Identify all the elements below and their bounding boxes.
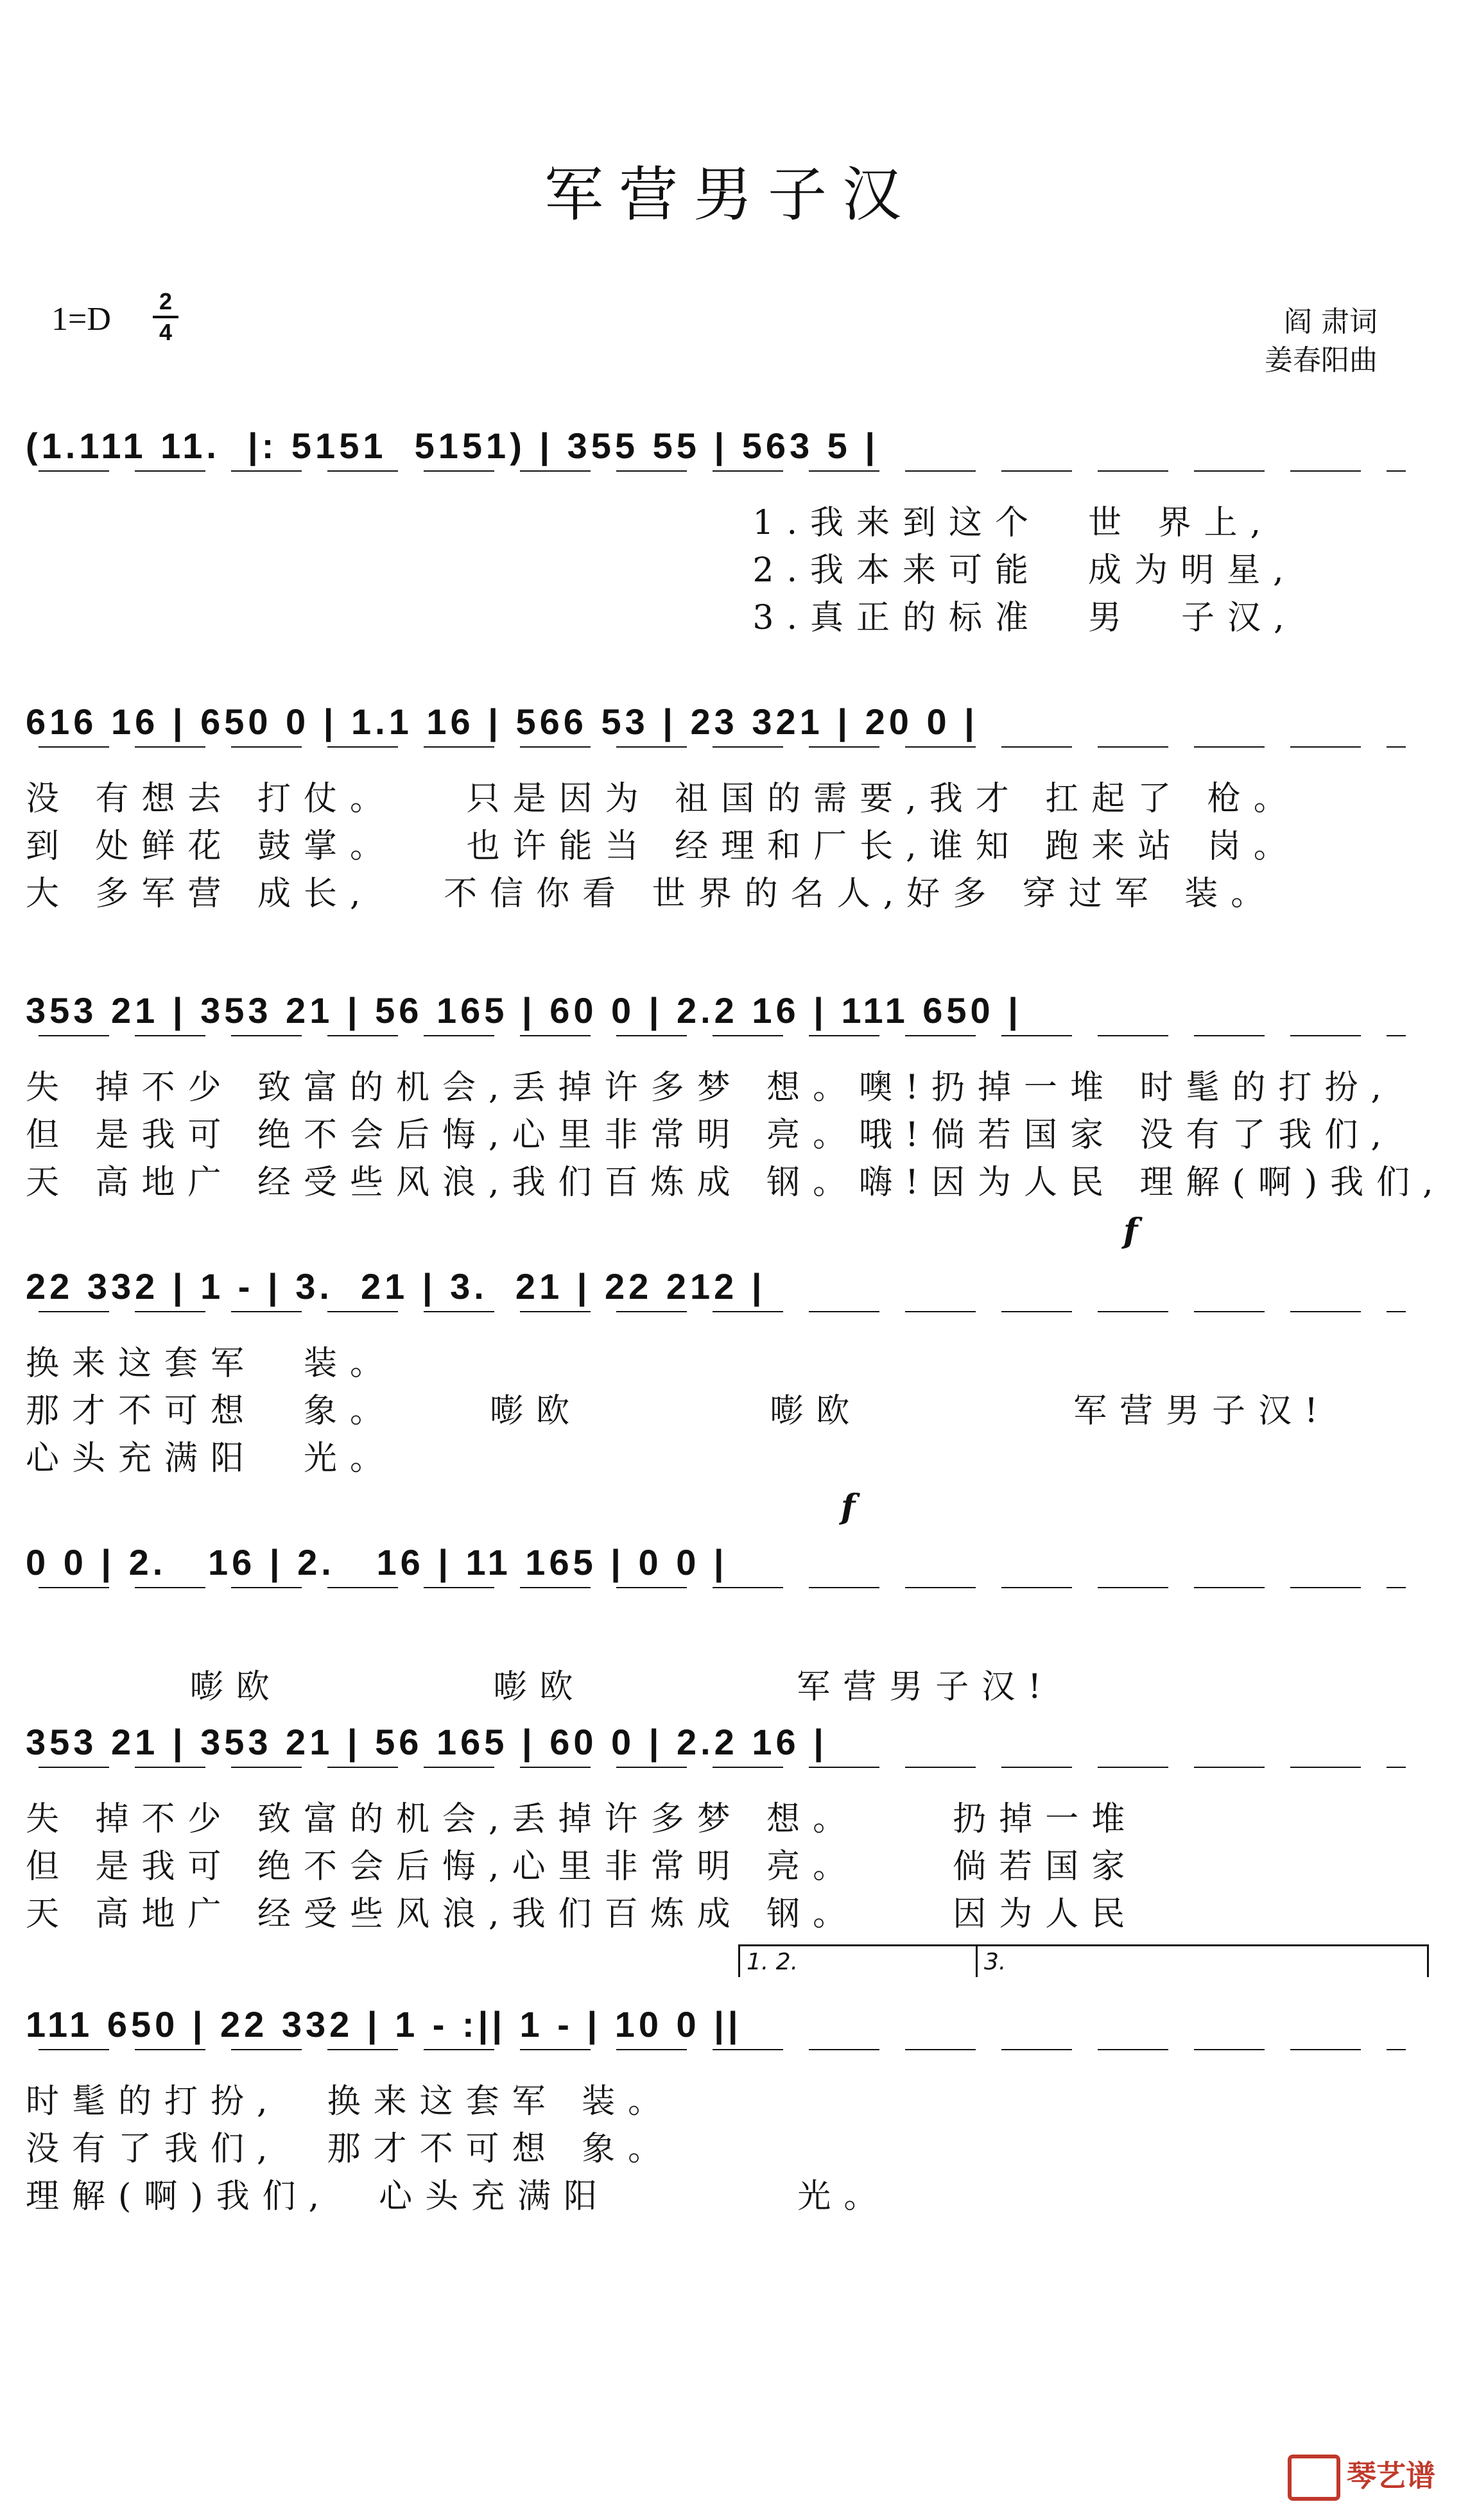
notation-line: 111 650 | 22 332 | 1 - :|| 1 - | 10 0 || — [26, 2004, 742, 2044]
notation-line: 0 0 | 2. 16 | 2. 16 | 11 165 | 0 0 | — [26, 1542, 728, 1582]
credits — [1265, 303, 1378, 380]
beam-lines — [26, 1707, 1435, 1790]
meter-top: 2 — [159, 288, 173, 314]
lyric-line-verse-3: 天 高地广 经受些风浪,我们百炼成 钢。嗨!因为人民 理解(啊)我们, — [26, 1163, 1446, 1202]
lyric-line-verse-2: 到 处鲜花 鼓掌。 也许能当 经理和厂长,谁知 跑来站 岗。 — [26, 827, 1300, 866]
score-system — [26, 1949, 1435, 2265]
lyric-line-verse-3: 心头充满阳 光。 — [26, 1439, 397, 1478]
score-system — [26, 411, 1435, 687]
notation-line: 353 21 | 353 21 | 56 165 | 60 0 | 2.2 16 | 111 650 | — [26, 990, 1022, 1031]
beam-lines — [26, 1251, 1435, 1335]
beam-lines — [26, 1989, 1435, 2073]
lyric-line-verse-1: 失 掉不少 致富的机会,丢掉许多梦 想。 扔掉一堆 — [26, 1800, 1138, 1839]
score-system — [26, 1212, 1435, 1527]
meter-bar — [153, 316, 178, 318]
watermark-text: 琴艺谱 — [1347, 2458, 1435, 2493]
beam-lines — [26, 1527, 1435, 1611]
composer: 姜春阳曲 — [1265, 344, 1378, 377]
lyric-line-verse-2: 但 是我可 绝不会后悔,心里非常明 亮。 倘若国家 — [26, 1847, 1138, 1886]
song-title: 军营男子汉 — [544, 160, 917, 229]
lyric-line-verse-1: 时髦的打扮, 换来这套军 装。 — [26, 2082, 675, 2121]
volta-bracket: 1. 2. — [738, 1944, 984, 1977]
notation-line: 353 21 | 353 21 | 56 165 | 60 0 | 2.2 16 | — [26, 1722, 827, 1762]
lyric-line-verse-3: 大 多军营 成长, 不信你看 世界的名人,好多 穿过军 装。 — [26, 875, 1277, 913]
notation-line: 22 332 | 1 - | 3. 21 | 3. 21 | 22 212 | — [26, 1266, 766, 1307]
lyric-line-verse-2: 但 是我可 绝不会后悔,心里非常明 亮。哦!倘若国家 没有了我们, — [26, 1116, 1395, 1154]
key-signature: 1=D — [51, 301, 111, 338]
volta-bracket: 3. — [976, 1944, 1429, 1977]
lyric-line-verse-1: 1.我来到这个 世 界上, — [26, 504, 1274, 542]
time-signature — [153, 289, 178, 345]
lyric-line-verse-3: 3.真正的标准 男 子汉, — [26, 599, 1297, 637]
notation-line: (1.111 11. |: 5151 5151) | 355 55 | 563 5 | — [26, 425, 879, 466]
dynamic-marking: f — [841, 1487, 856, 1527]
lyric-line-verse-2: 没有了我们, 那才不可想 象。 — [26, 2130, 675, 2168]
notation-line: 616 16 | 650 0 | 1.1 16 | 566 53 | 23 321 | 20 0 | — [26, 701, 978, 742]
lyric-line-verse-1: 没 有想去 打仗。 只是因为 祖国的需要,我才 扛起了 枪。 — [26, 780, 1300, 818]
beam-lines — [26, 975, 1435, 1059]
meter-bottom: 4 — [159, 319, 173, 345]
beam-lines — [26, 687, 1435, 770]
watermark-logo-icon — [1288, 2455, 1340, 2501]
lyric-line-verse-3: 理解(啊)我们, 心头充满阳 光。 — [26, 2177, 890, 2216]
score-system — [26, 687, 1435, 963]
lyric-line-verse-3: 天 高地广 经受些风浪,我们百炼成 钢。 因为人民 — [26, 1895, 1138, 1933]
lyric-line-verse-1: 失 掉不少 致富的机会,丢掉许多梦 想。噢!扔掉一堆 时髦的打扮, — [26, 1068, 1395, 1107]
dynamic-marking: f — [1123, 1212, 1138, 1251]
lyric-line-verse-2: 嘭欧 嘭欧 军营男子汉! — [26, 1668, 1055, 1706]
score-system — [26, 1707, 1435, 1983]
watermark — [1288, 2453, 1435, 2501]
lyricist: 阎 肃词 — [1284, 305, 1378, 338]
score-system — [26, 975, 1446, 1251]
lyric-line-verse-2: 2.我本来可能 成为明星, — [26, 551, 1297, 590]
lyric-line-verse-2: 那才不可想 象。 嘭欧 嘭欧 军营男子汉! — [26, 1392, 1331, 1430]
beam-lines — [26, 411, 1435, 494]
lyric-line-verse-1: 换来这套军 装。 — [26, 1344, 397, 1383]
